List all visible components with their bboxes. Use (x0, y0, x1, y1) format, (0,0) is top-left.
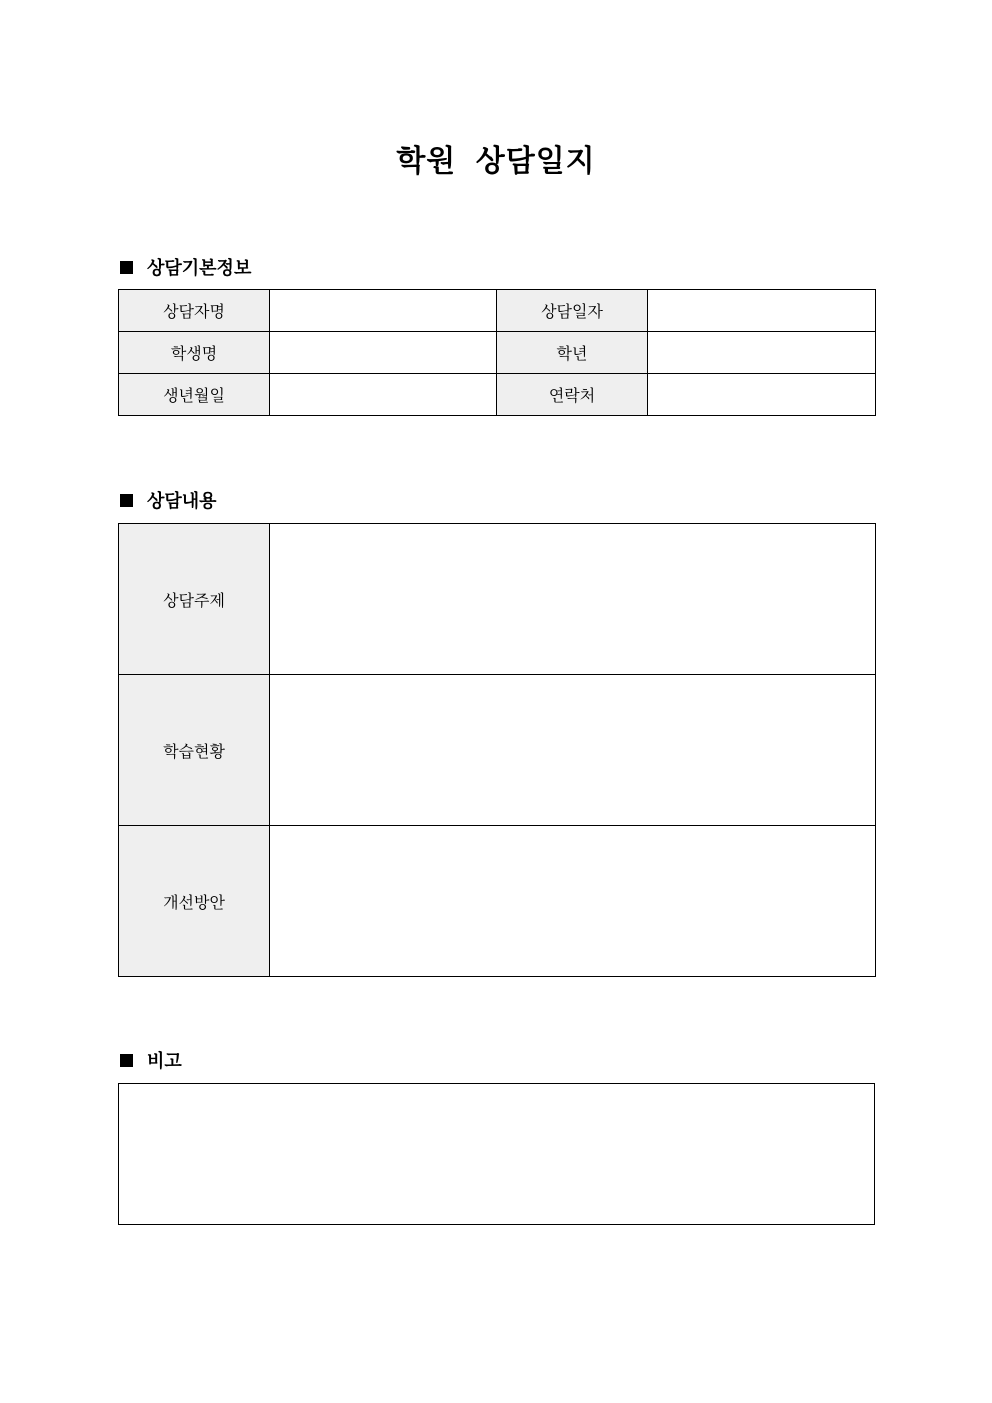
counseling-topic-field[interactable] (270, 524, 876, 675)
section-heading-basic-info (118, 254, 251, 280)
birthdate-label: 생년월일 (119, 374, 270, 416)
counseling-topic-label: 상담주제 (119, 524, 270, 675)
section-heading-content (118, 487, 217, 513)
counselor-name-field[interactable] (270, 290, 497, 332)
improvement-plan-label: 개선방안 (119, 826, 270, 977)
square-bullet-icon (120, 494, 133, 507)
section-heading-label: 비고 (147, 1051, 182, 1072)
grade-label: 학년 (497, 332, 648, 374)
table-row (119, 524, 876, 675)
table-row (119, 290, 876, 332)
student-name-label: 학생명 (119, 332, 270, 374)
learning-status-field[interactable] (270, 675, 876, 826)
table-row (119, 332, 876, 374)
section-heading-remarks (118, 1047, 182, 1073)
student-name-field[interactable] (270, 332, 497, 374)
birthdate-field[interactable] (270, 374, 497, 416)
contact-field[interactable] (648, 374, 876, 416)
contact-label: 연락처 (497, 374, 648, 416)
square-bullet-icon (120, 1054, 133, 1067)
counselor-name-label: 상담자명 (119, 290, 270, 332)
grade-field[interactable] (648, 332, 876, 374)
content-table (118, 523, 876, 977)
section-heading-label: 상담기본정보 (147, 258, 252, 279)
table-row (119, 675, 876, 826)
table-row (119, 374, 876, 416)
improvement-plan-field[interactable] (270, 826, 876, 977)
document-title: 학원 상담일지 (396, 144, 596, 179)
counseling-date-label: 상담일자 (497, 290, 648, 332)
basic-info-table (118, 289, 876, 416)
counseling-date-field[interactable] (648, 290, 876, 332)
remarks-field[interactable] (118, 1083, 875, 1225)
table-row (119, 826, 876, 977)
square-bullet-icon (120, 261, 133, 274)
section-heading-label: 상담내용 (147, 491, 217, 512)
learning-status-label: 학습현황 (119, 675, 270, 826)
